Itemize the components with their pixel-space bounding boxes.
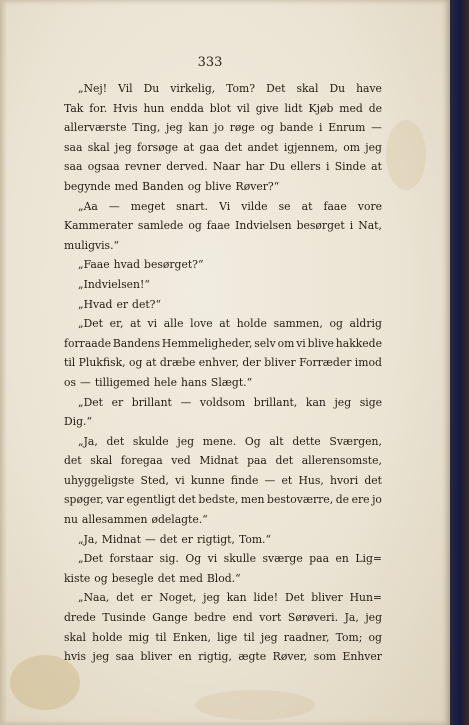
text-line: til Plukfisk, og at dræbe enhver, der bliver Forræder imod — [64, 356, 382, 370]
text-line: nu allesammen ødelagte.“ — [64, 513, 208, 527]
text-line: „Det er, at vi alle love at holde sammen, og aldrig — [78, 317, 382, 331]
text-line: saa skal jeg forsøge at gaa det andet igjennem, om jeg — [64, 140, 382, 154]
text-line: drede Tusinde Gange bedre end vort Sørøveri. Ja, jeg — [64, 611, 382, 625]
text-line: „Det er brillant — voldsom brillant, kan jeg sige — [78, 395, 382, 409]
text-line: spøger, var egentligt det bedste, men bestoværre, de ere jo — [64, 493, 382, 507]
text-line: „Ja, Midnat — det er rigtigt, Tom.“ — [78, 532, 272, 546]
text-line: „Det forstaar sig. Og vi skulle sværge paa en Lig= — [78, 552, 382, 566]
page-gutter-shadow — [0, 0, 7, 725]
text-line: saa ogsaa revner derved. Naar har Du ellers i Sinde at — [64, 160, 382, 174]
text-line: os — tilligemed hele hans Slægt.“ — [64, 375, 253, 389]
body-text — [64, 79, 382, 667]
text-line: „Nej! Vil Du virkelig, Tom? Det skal Du have — [78, 82, 382, 95]
text-line: „Indvielsen!“ — [78, 277, 150, 291]
text-line: hvis jeg saa bliver en rigtig, ægte Røver, som Enhver — [64, 650, 382, 664]
paper-stain — [195, 690, 315, 720]
text-line: „Ja, det skulde jeg mene. Og alt dette Sværgen, — [78, 434, 382, 448]
text-line: det skal foregaa ved Midnat paa det allerensomste, — [64, 454, 382, 468]
text-line: skal holde mig til Enken, lige til jeg raadner, Tom; og — [64, 630, 382, 644]
text-line: Tak for. Hvis hun endda blot vil give lidt Kjøb med de — [64, 101, 382, 115]
text-line: „Aa — meget snart. Vi vilde se at faae vore — [78, 199, 382, 213]
text-line: „Faae hvad besørget?“ — [78, 258, 204, 272]
text-line: allerværste Ting, jeg kan jo røge og bande i Enrum — — [64, 121, 382, 135]
text-line: forraade Bandens Hemmeligheder, selv om vi blive hakkede — [64, 336, 382, 350]
text-line: „Naa, det er Noget, jeg kan lide! Det bliver Hun= — [78, 591, 382, 605]
text-line: „Hvad er det?“ — [78, 297, 161, 311]
text-line: uhyggeligste Sted, vi kunne finde — et Hus, hvori det — [64, 473, 382, 487]
text-line: kiste og besegle det med Blod.“ — [64, 571, 241, 585]
page-number: 333 — [197, 55, 223, 70]
text-line: begynde med Banden og blive Røver?“ — [64, 179, 280, 193]
text-line: muligvis.“ — [64, 238, 120, 252]
text-line: Dig.“ — [64, 415, 92, 429]
paper-stain — [386, 120, 426, 190]
text-line: Kammerater samlede og faae Indvielsen besørget i Nat, — [64, 219, 382, 233]
